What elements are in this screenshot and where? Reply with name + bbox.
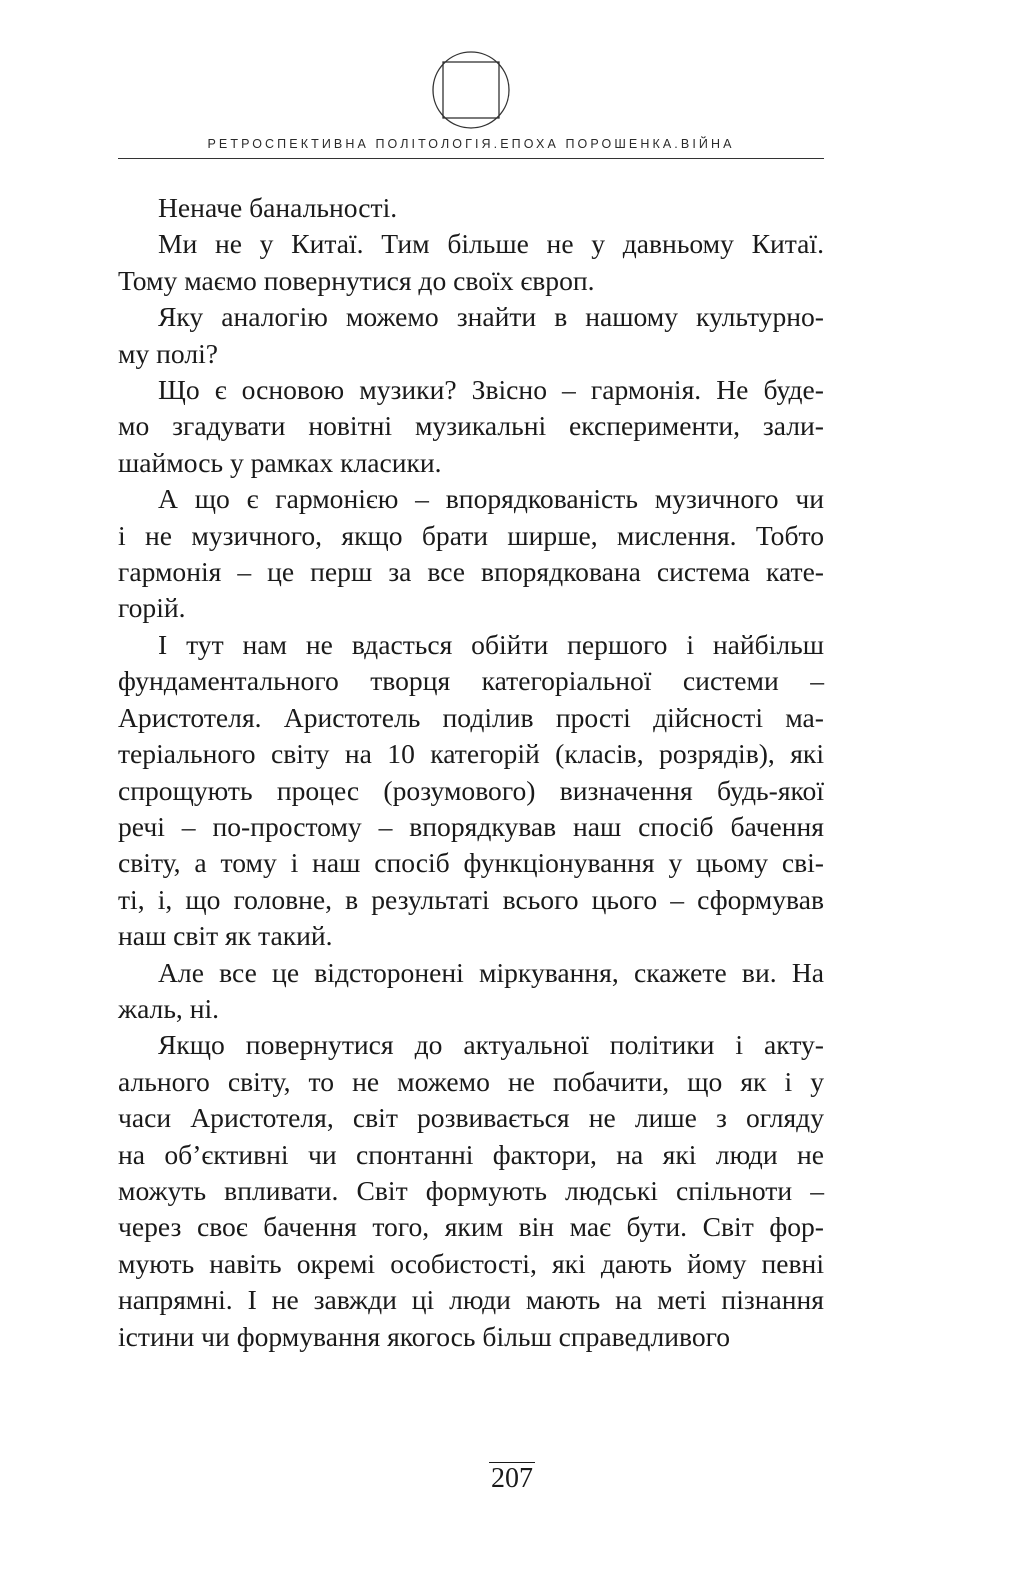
text-line: напрямні. І не завжди ці люди мають на меті пізнання xyxy=(118,1284,824,1316)
text-line: Ми не у Китаї. Тим більше не у давньому Китаї. xyxy=(158,228,824,260)
text-line: світу, а тому і наш спосіб функціонування у цьому сві- xyxy=(118,847,824,879)
text-line: на об’єктивні чи спонтанні фактори, на які люди не xyxy=(118,1138,824,1170)
page-number-value: 207 xyxy=(491,1463,533,1494)
text-line: мують навіть окремі особистості, які дають йому певні xyxy=(118,1247,824,1279)
header-rule xyxy=(118,158,824,159)
text-line: горій. xyxy=(118,592,186,624)
text-line: Тому маємо повернутися до своїх європ. xyxy=(118,264,595,296)
text-line: фундаментального творця категоріальної системи – xyxy=(118,665,824,697)
circle-square-emblem-icon xyxy=(431,50,511,130)
text-line: і не музичного, якщо брати ширше, мислення. Тобто xyxy=(118,519,824,551)
paragraph xyxy=(118,190,824,226)
text-line: І тут нам не вдасться обійти першого і найбільш xyxy=(158,628,824,660)
paragraph xyxy=(118,481,824,627)
text-line: можуть впливати. Світ формують людські спільноти – xyxy=(118,1174,824,1206)
paragraph xyxy=(118,1027,824,1355)
running-header: РЕТРОСПЕКТИВНА ПОЛІТОЛОГІЯ.ЕПОХА ПОРОШЕНКА.ВІЙНА xyxy=(207,137,735,151)
paragraph xyxy=(118,627,824,955)
text-line: шаймось у рамках класики. xyxy=(118,446,442,478)
text-line: наш світ як такий. xyxy=(118,920,333,952)
paragraph xyxy=(118,299,824,372)
text-line: жаль, ні. xyxy=(118,992,220,1024)
paragraph xyxy=(118,226,824,299)
text-line: ті, і, що головне, в результаті всього цього – сформував xyxy=(118,883,824,915)
body-text xyxy=(118,190,824,1355)
text-line: му полі? xyxy=(118,337,219,369)
text-line: гармонія – це перш за все впорядкована система кате- xyxy=(118,556,824,588)
text-line: мо згадувати новітні музикальні експерименти, зали- xyxy=(118,410,824,442)
text-line: А що є гармонією – впорядкованість музичного чи xyxy=(158,483,824,515)
text-line: Неначе банальності. xyxy=(158,192,398,223)
paragraph xyxy=(118,372,824,481)
text-line: ального світу, то не можемо не побачити, що як і у xyxy=(118,1065,824,1097)
text-line: часи Аристотеля, світ розвивається не лише з огляду xyxy=(118,1102,824,1134)
text-line: Але все це відсторонені міркування, скажете ви. На xyxy=(158,956,824,988)
text-line: Яку аналогію можемо знайти в нашому культурно- xyxy=(158,301,824,333)
text-line: Аристотеля. Аристотель поділив прості дійсності ма- xyxy=(118,701,824,733)
text-line: Якщо повернутися до актуальної політики і акту- xyxy=(158,1029,824,1061)
text-line: через своє бачення того, яким він має бути. Світ фор- xyxy=(118,1211,824,1243)
page-number xyxy=(0,1462,1024,1496)
text-line: Що є основою музики? Звісно – гармонія. Не буде- xyxy=(158,374,824,406)
text-line: спрощують процес (розумового) визначення будь-якої xyxy=(118,774,824,806)
paragraph xyxy=(118,955,824,1028)
text-line: теріального світу на 10 категорій (класів, розрядів), які xyxy=(118,738,824,770)
text-line: істини чи формування якогось більш справедливого xyxy=(118,1320,731,1352)
text-line: речі – по-простому – впорядкував наш спосіб бачення xyxy=(118,810,824,842)
